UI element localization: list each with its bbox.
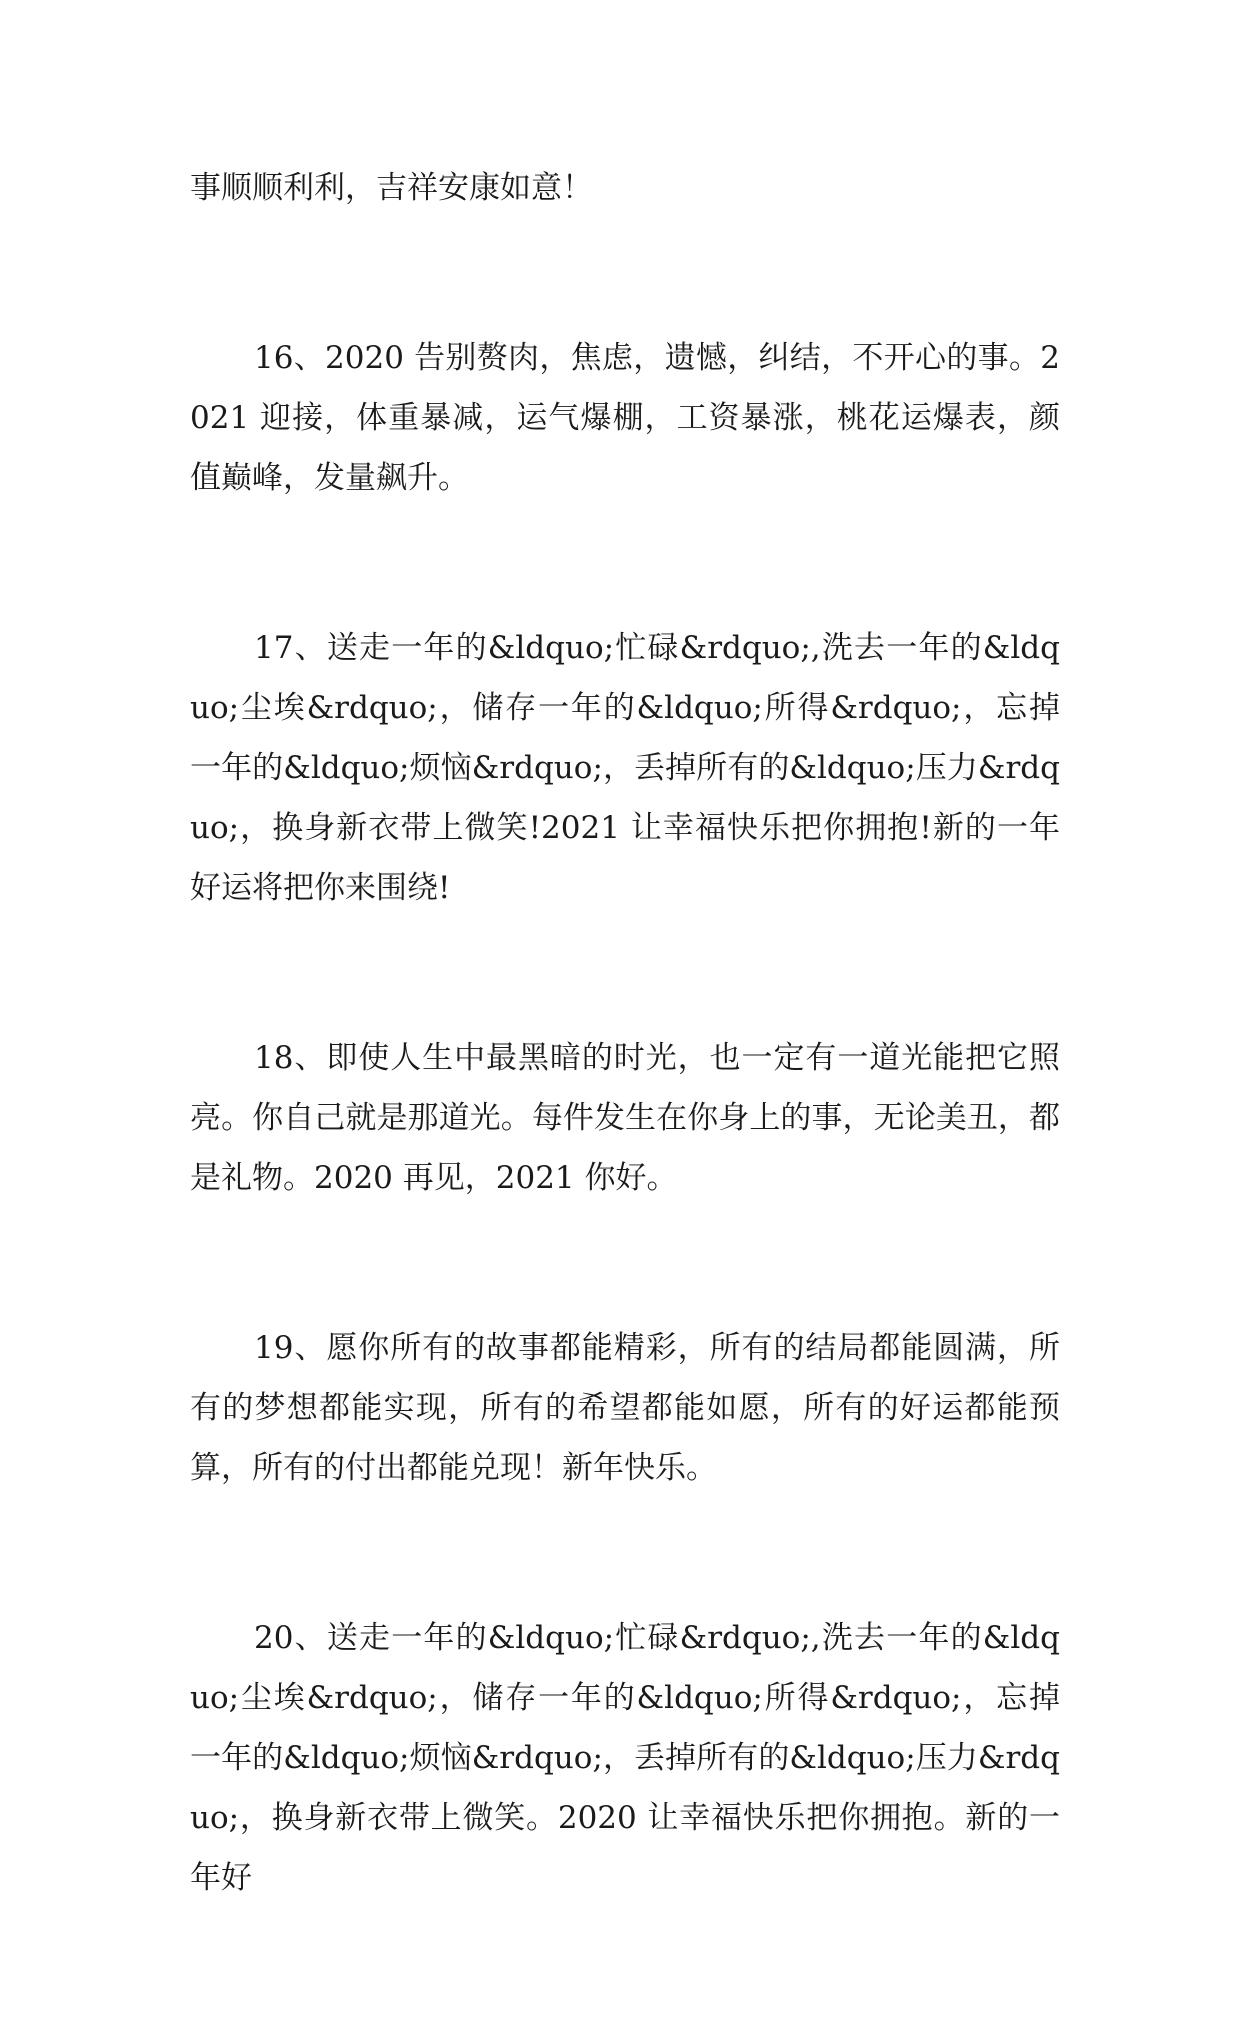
paragraph-16: 16、2020 告别赘肉，焦虑，遗憾，纠结，不开心的事。2021 迎接，体重暴减，运气爆棚，工资暴涨，桃花运爆表，颜值巅峰，发量飙升。 bbox=[190, 340, 1060, 496]
paragraph-20: 20、送走一年的&ldquo;忙碌&rdquo;,洗去一年的&ldquo;尘埃&rdquo;，储存一年的&ldquo;所得&rdquo;，忘掉一年的&ldquo;烦恼&rdquo;，丢掉所有的&ldquo;压力&rdquo;，换身新衣带上微笑。2020 让幸福快乐把你拥抱。新的一年好 bbox=[190, 1620, 1060, 1896]
paragraph-19: 19、愿你所有的故事都能精彩，所有的结局都能圆满，所有的梦想都能实现，所有的希望都能如愿，所有的好运都能预算，所有的付出都能兑现！新年快乐。 bbox=[190, 1330, 1060, 1486]
paragraph-17: 17、送走一年的&ldquo;忙碌&rdquo;,洗去一年的&ldquo;尘埃&rdquo;，储存一年的&ldquo;所得&rdquo;，忘掉一年的&ldquo;烦恼&rdquo;，丢掉所有的&ldquo;压力&rdquo;，换身新衣带上微笑!2021 让幸福快乐把你拥抱!新的一年好运将把你来围绕! bbox=[190, 630, 1060, 906]
paragraph-continuation: 事顺顺利利，吉祥安康如意！ bbox=[190, 170, 593, 206]
paragraph-18: 18、即使人生中最黑暗的时光，也一定有一道光能把它照亮。你自己就是那道光。每件发生在你身上的事，无论美丑，都是礼物。2020 再见，2021 你好。 bbox=[190, 1040, 1060, 1196]
document-body bbox=[190, 158, 1060, 2018]
